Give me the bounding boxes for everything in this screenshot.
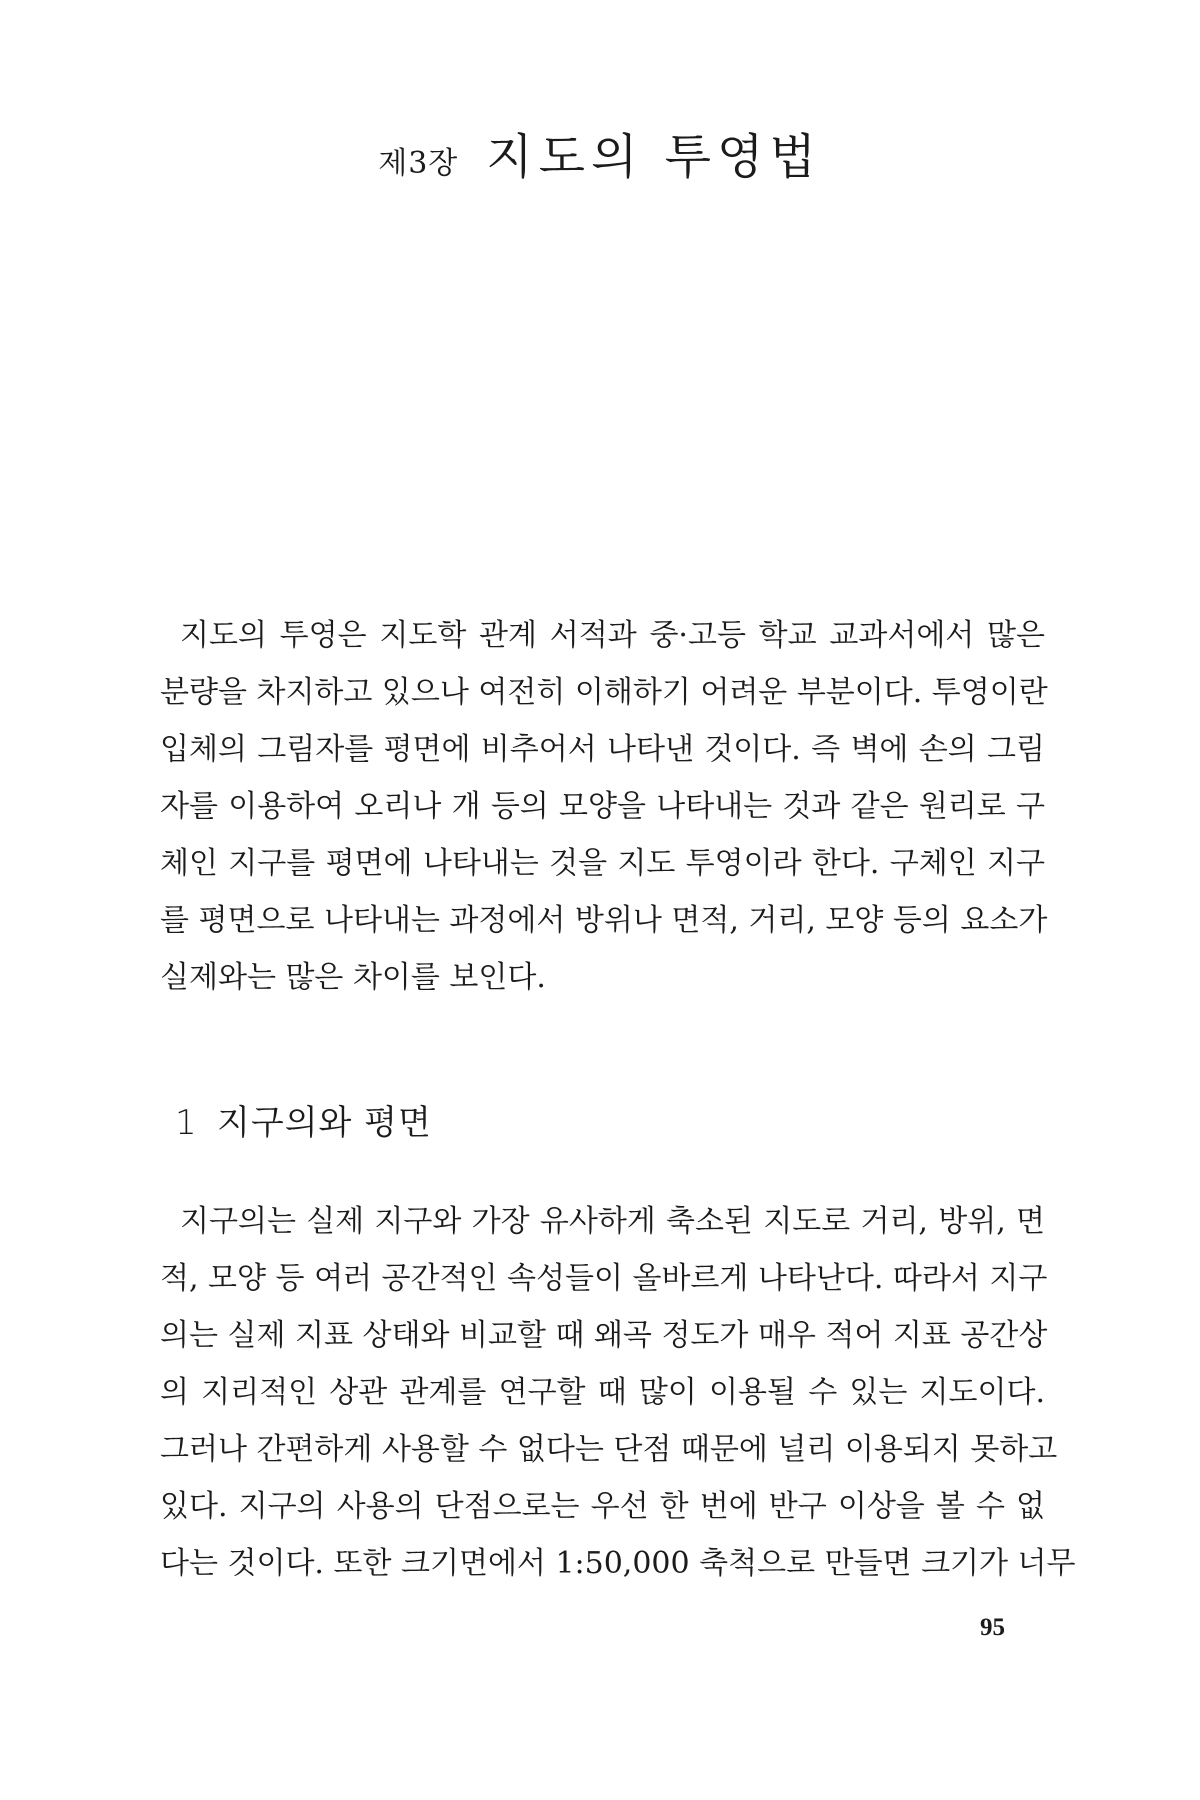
text-line: 의는 실제 지표 상태와 비교할 때 왜곡 정도가 매우 적어 지표 공간상 <box>160 1318 1048 1353</box>
chapter-title <box>0 118 1200 187</box>
text-line: 적, 모양 등 여러 공간적인 속성들이 올바르게 나타난다. 따라서 지구 <box>160 1261 1048 1296</box>
text-line: 다는 것이다. 또한 크기면에서 1:50,000 축척으로 만들면 크기가 너무 <box>160 1546 1076 1581</box>
text-line: 지구의는 실제 지구와 가장 유사하게 축소된 지도로 거리, 방위, 면 <box>180 1204 1045 1239</box>
text-line: 의 지리적인 상관 관계를 연구할 때 많이 이용될 수 있는 지도이다. <box>160 1375 1045 1410</box>
section-paragraph <box>160 1193 1076 1592</box>
text-line: 자를 이용하여 오리나 개 등의 모양을 나타내는 것과 같은 원리로 구 <box>160 789 1045 824</box>
text-line: 입체의 그림자를 평면에 비추어서 나타낸 것이다. 즉 벽에 손의 그림 <box>160 732 1045 767</box>
page-number: 95 <box>980 1614 1005 1641</box>
section-heading <box>175 1095 432 1144</box>
text-line: 그러나 간편하게 사용할 수 없다는 단점 때문에 널리 이용되지 못하고 <box>160 1432 1058 1467</box>
text-line: 를 평면으로 나타내는 과정에서 방위나 면적, 거리, 모양 등의 요소가 <box>160 903 1048 938</box>
text-line: 있다. 지구의 사용의 단점으로는 우선 한 번에 반구 이상을 볼 수 없 <box>160 1489 1045 1524</box>
text-line: 분량을 차지하고 있으나 여전히 이해하기 어려운 부분이다. 투영이란 <box>160 675 1048 710</box>
text-line: 실제와는 많은 차이를 보인다. <box>160 960 546 995</box>
chapter-name: 지도의 투영법 <box>486 129 822 185</box>
section-title: 지구의와 평면 <box>217 1103 432 1143</box>
text-line: 체인 지구를 평면에 나타내는 것을 지도 투영이라 한다. 구체인 지구 <box>160 846 1045 881</box>
section-number: 1 <box>175 1103 198 1143</box>
text-line: 지도의 투영은 지도학 관계 서적과 중·고등 학교 교과서에서 많은 <box>180 618 1045 653</box>
chapter-label: 제3장 <box>378 146 459 181</box>
intro-paragraph <box>160 607 1048 1006</box>
